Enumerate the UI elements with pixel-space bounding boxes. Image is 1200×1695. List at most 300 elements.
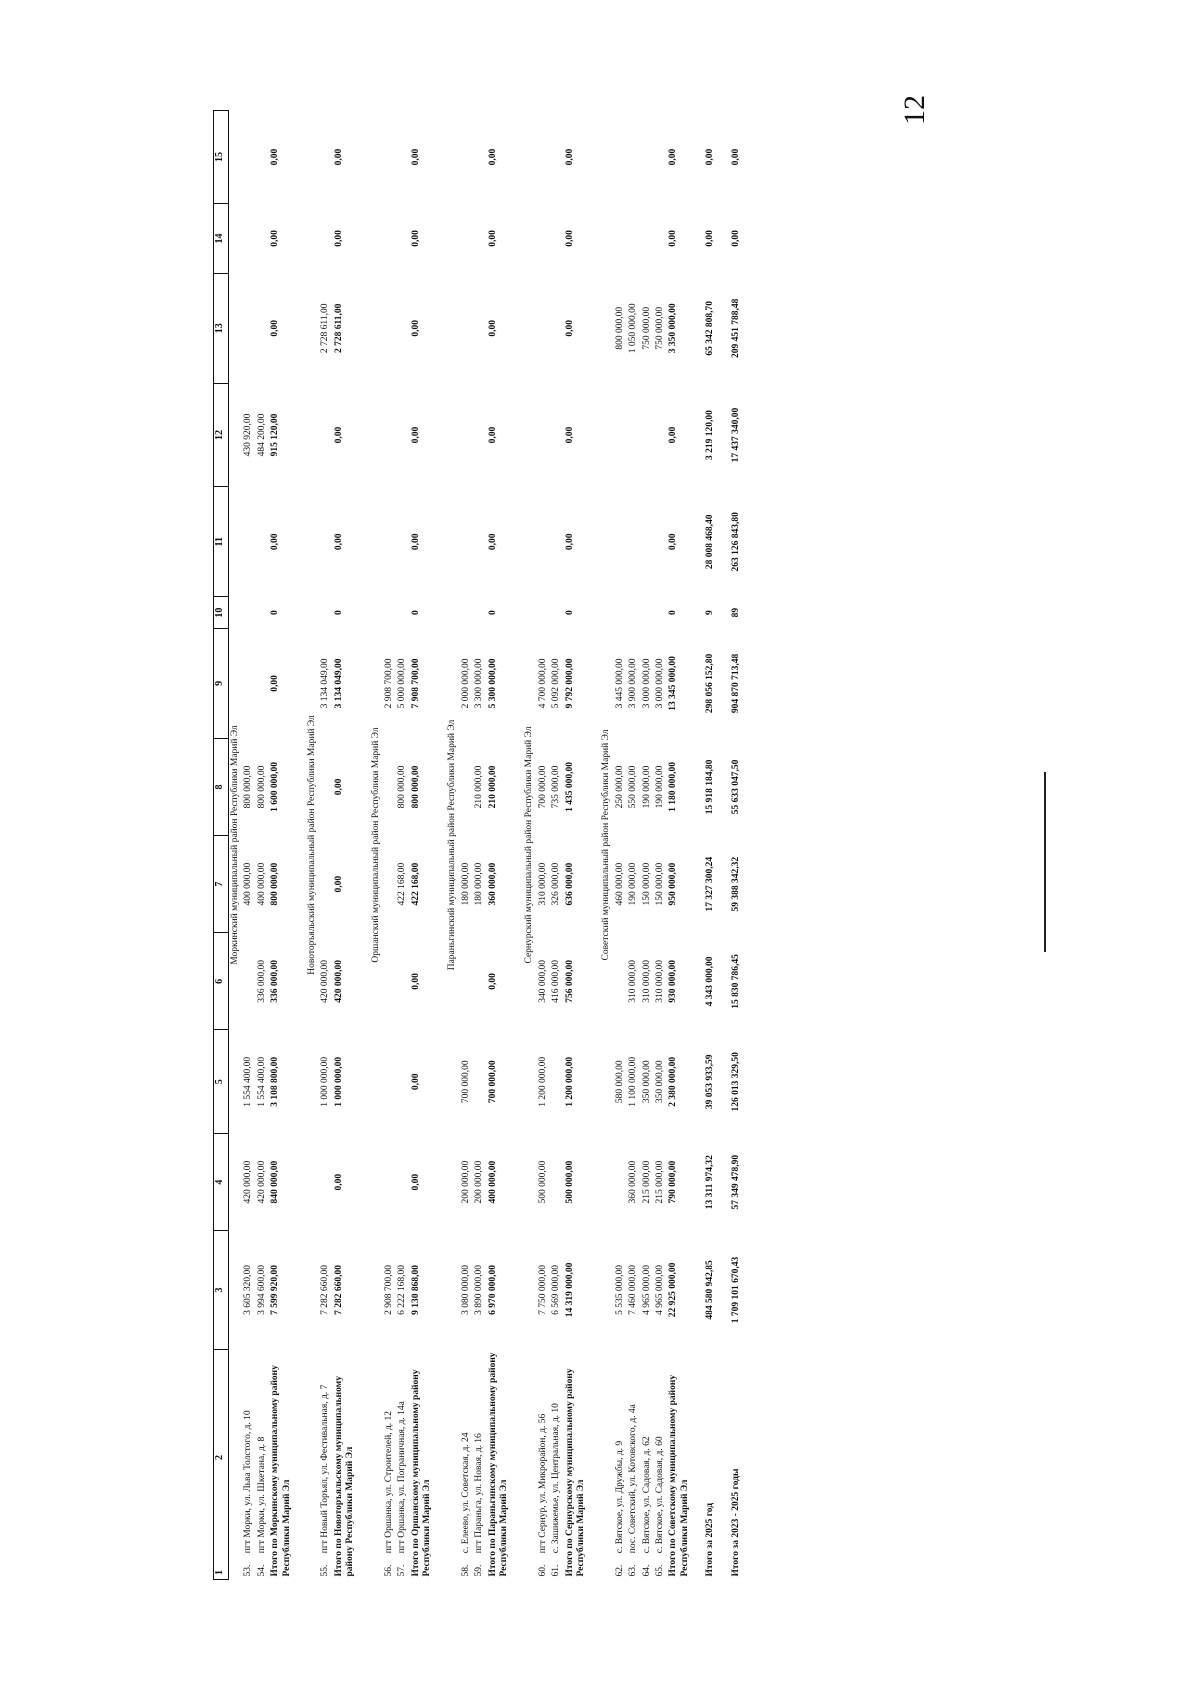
column-header: 10 bbox=[214, 597, 229, 629]
value-cell-c10: 0 bbox=[270, 610, 281, 615]
value-cell-c15 bbox=[256, 111, 269, 204]
value-cell-c4: 57 349 478,90 bbox=[730, 1154, 741, 1210]
value-cell-c9 bbox=[256, 628, 269, 738]
total-label: Итого по Моркинскому муниципальному району Республики Марий Эл bbox=[270, 1365, 292, 1577]
column-header: 9 bbox=[214, 628, 229, 738]
value-cell-c12: 0,00 bbox=[333, 426, 344, 444]
address-cell: пгт Морки, ул. Льва Толстого, д. 10 bbox=[243, 1410, 254, 1554]
district-header-row bbox=[600, 111, 613, 1580]
value-cell-c7: 0,00 bbox=[333, 875, 344, 893]
value-cell-c9: 2 000 000,00 bbox=[460, 658, 471, 709]
value-cell-c13: 2 728 611,00 bbox=[320, 303, 331, 354]
value-cell-c15 bbox=[641, 111, 654, 204]
district-name: Новоторъяльский муниципальный район Республики Марий Эл bbox=[306, 715, 317, 975]
value-cell-c10 bbox=[550, 597, 563, 629]
value-cell-c4: 500 000,00 bbox=[564, 1160, 575, 1204]
value-cell-c13: 209 451 788,48 bbox=[730, 298, 741, 358]
address-cell: пгт Сернур, ул. Микрорайон, д. 56 bbox=[537, 1413, 548, 1554]
value-cell-c6 bbox=[473, 933, 486, 1030]
value-cell-c15 bbox=[460, 111, 473, 204]
value-cell-c12: 484 200,00 bbox=[256, 413, 267, 457]
address-cell: с. Елеево, ул. Советская, д. 24 bbox=[460, 1432, 471, 1554]
value-cell-c7: 180 000,00 bbox=[460, 862, 471, 906]
value-cell-c4: 200 000,00 bbox=[460, 1160, 471, 1204]
value-cell-c7: 180 000,00 bbox=[474, 862, 485, 906]
total-row bbox=[410, 111, 435, 1580]
page-number: 12 bbox=[898, 95, 931, 125]
value-cell-c12: 0,00 bbox=[564, 426, 575, 444]
value-cell-c11: 28 008 468,40 bbox=[705, 514, 716, 570]
value-cell-c12: 17 437 340,00 bbox=[730, 407, 741, 463]
value-cell-c12: 3 219 120,00 bbox=[705, 410, 716, 460]
spacer-cell bbox=[294, 111, 306, 1580]
value-cell-c6: 0,00 bbox=[410, 973, 421, 990]
value-cell-c5: 39 053 933,59 bbox=[705, 1054, 716, 1110]
value-cell-c15: 0,00 bbox=[668, 148, 679, 166]
column-header: 13 bbox=[214, 273, 229, 383]
value-cell-c9: 9 792 000,00 bbox=[564, 658, 575, 709]
address-cell: с. Вятское, ул. Дружбы, д. 9 bbox=[614, 1440, 625, 1554]
value-cell-c13: 750 000,00 bbox=[641, 306, 652, 350]
total-row bbox=[564, 111, 589, 1580]
row-number: 58. bbox=[460, 1564, 471, 1577]
value-cell-c6 bbox=[242, 933, 255, 1030]
value-cell-c6: 0,00 bbox=[487, 973, 498, 990]
value-cell-c6: 416 000,00 bbox=[551, 960, 562, 1003]
district-name: Параньгинский муниципальный район Республики Марий Эл bbox=[447, 719, 458, 971]
value-cell-c3: 3 080 000,00 bbox=[460, 1265, 471, 1315]
value-cell-c10: 0 bbox=[564, 610, 575, 615]
value-cell-c14 bbox=[614, 204, 627, 274]
value-cell-c8: 700 000,00 bbox=[537, 765, 548, 809]
column-header: 6 bbox=[214, 933, 229, 1030]
value-cell-c3: 4 965 000,00 bbox=[641, 1265, 652, 1315]
value-cell-c7 bbox=[319, 836, 332, 933]
value-cell-c12: 0,00 bbox=[668, 426, 679, 444]
value-cell-c9: 0,00 bbox=[270, 675, 281, 692]
value-cell-c12 bbox=[383, 383, 396, 487]
value-cell-c5: 2 380 000,00 bbox=[668, 1056, 679, 1107]
value-cell-c9: 3 900 000,00 bbox=[628, 658, 639, 709]
district-name: Оршанский муниципальный район Республики Марий Эл bbox=[370, 727, 381, 963]
value-cell-c6: 4 343 000,00 bbox=[705, 956, 716, 1007]
value-cell-c8: 1 435 000,00 bbox=[564, 762, 575, 812]
value-cell-c5: 1 100 000,00 bbox=[628, 1056, 639, 1107]
value-cell-c5: 0,00 bbox=[410, 1073, 421, 1091]
column-header: 7 bbox=[214, 836, 229, 933]
district-header-row bbox=[229, 111, 243, 1580]
value-cell-c13: 750 000,00 bbox=[654, 306, 665, 350]
value-cell-c8: 210 000,00 bbox=[487, 765, 498, 809]
value-cell-c7: 422 168,00 bbox=[397, 862, 408, 906]
value-cell-c13 bbox=[256, 273, 269, 383]
value-cell-c11 bbox=[473, 487, 486, 597]
value-cell-c12 bbox=[654, 383, 667, 487]
value-cell-c4: 200 000,00 bbox=[474, 1160, 485, 1204]
value-cell-c5: 700 000,00 bbox=[487, 1060, 498, 1104]
value-cell-c12 bbox=[627, 383, 640, 487]
value-cell-c10: 89 bbox=[730, 607, 741, 618]
value-cell-c6: 310 000,00 bbox=[628, 960, 639, 1003]
value-cell-c7: 326 000,00 bbox=[551, 862, 562, 906]
spacer-row bbox=[692, 111, 704, 1580]
table-row bbox=[641, 111, 654, 1580]
value-cell-c15 bbox=[242, 111, 255, 204]
value-cell-c3: 7 282 660,00 bbox=[320, 1265, 331, 1315]
value-cell-c13: 0,00 bbox=[564, 319, 575, 337]
value-cell-c4: 0,00 bbox=[333, 1173, 344, 1191]
value-cell-c7: 636 000,00 bbox=[564, 862, 575, 906]
column-header: 12 bbox=[214, 1349, 229, 1579]
column-header: 14 bbox=[214, 204, 229, 274]
value-cell-c10 bbox=[537, 597, 550, 629]
value-cell-c9: 3 300 000,00 bbox=[474, 658, 485, 709]
value-cell-c6: 310 000,00 bbox=[641, 960, 652, 1003]
row-number: 53. bbox=[243, 1564, 254, 1577]
value-cell-c15: 0,00 bbox=[270, 148, 281, 166]
value-cell-c11 bbox=[550, 487, 563, 597]
value-cell-c15: 0,00 bbox=[564, 148, 575, 166]
row-number: 54. bbox=[256, 1564, 267, 1577]
district-name: Моркинский муниципальный район Республики Марий Эл bbox=[230, 725, 240, 965]
value-cell-c3: 7 282 660,00 bbox=[333, 1265, 344, 1315]
value-cell-c3: 3 605 320,00 bbox=[243, 1265, 254, 1315]
value-cell-c13 bbox=[473, 273, 486, 383]
value-cell-c10 bbox=[614, 597, 627, 629]
value-cell-c15: 0,00 bbox=[730, 148, 741, 166]
value-cell-c8: 735 000,00 bbox=[551, 765, 562, 809]
table-row bbox=[473, 111, 486, 1580]
value-cell-c5: 1 200 000,00 bbox=[537, 1056, 548, 1107]
value-cell-c15 bbox=[537, 111, 550, 204]
value-cell-c14 bbox=[256, 204, 269, 274]
value-cell-c6: 310 000,00 bbox=[654, 960, 665, 1003]
value-cell-c8: 250 000,00 bbox=[614, 765, 625, 809]
value-cell-c7: 150 000,00 bbox=[641, 862, 652, 906]
value-cell-c11 bbox=[627, 487, 640, 597]
value-cell-c14 bbox=[627, 204, 640, 274]
table-row bbox=[319, 111, 332, 1580]
value-cell-c9: 4 700 000,00 bbox=[537, 658, 548, 709]
value-cell-c11 bbox=[614, 487, 627, 597]
value-cell-c15: 0,00 bbox=[705, 148, 716, 166]
value-cell-c9: 3 000 000,00 bbox=[654, 658, 665, 709]
spacer-row bbox=[294, 111, 306, 1580]
column-header: 5 bbox=[214, 1030, 229, 1134]
value-cell-c9: 2 908 700,00 bbox=[383, 658, 394, 709]
value-cell-c15 bbox=[627, 111, 640, 204]
value-cell-c5: 1 200 000,00 bbox=[564, 1056, 575, 1107]
value-cell-c10 bbox=[460, 597, 473, 629]
value-cell-c5: 350 000,00 bbox=[641, 1060, 652, 1104]
value-cell-c15: 0,00 bbox=[410, 148, 421, 166]
value-cell-c11 bbox=[641, 487, 654, 597]
value-cell-c15 bbox=[614, 111, 627, 204]
value-cell-c11: 263 126 843,80 bbox=[730, 512, 741, 572]
value-cell-c7: 400 000,00 bbox=[243, 862, 254, 906]
value-cell-c11 bbox=[537, 487, 550, 597]
value-cell-c3: 484 580 942,85 bbox=[705, 1260, 716, 1320]
value-cell-c10 bbox=[473, 597, 486, 629]
total-row bbox=[667, 111, 692, 1580]
value-cell-c9: 3 000 000,00 bbox=[641, 658, 652, 709]
value-cell-c6 bbox=[383, 933, 396, 1030]
value-cell-c6 bbox=[396, 933, 409, 1030]
spacer-cell bbox=[588, 111, 600, 1580]
value-cell-c13 bbox=[460, 273, 473, 383]
value-cell-c6: 340 000,00 bbox=[537, 960, 548, 1003]
value-cell-c15 bbox=[473, 111, 486, 204]
value-cell-c3: 3 890 000,00 bbox=[474, 1265, 485, 1315]
value-cell-c12 bbox=[614, 383, 627, 487]
table-row bbox=[256, 111, 269, 1580]
value-cell-c4: 840 000,00 bbox=[270, 1160, 281, 1204]
value-cell-c3: 5 535 000,00 bbox=[614, 1265, 625, 1315]
value-cell-c15 bbox=[396, 111, 409, 204]
value-cell-c14: 0,00 bbox=[668, 230, 679, 247]
value-cell-c14 bbox=[242, 204, 255, 274]
value-cell-c10: 9 bbox=[705, 610, 716, 615]
spacer-cell bbox=[743, 111, 755, 1580]
total-label: Итого по Параньгинскому муниципальному району Республики Марий Эл bbox=[487, 1352, 510, 1577]
value-cell-c6: 420 000,00 bbox=[333, 960, 344, 1003]
address-cell: пос. Советский, ул. Котовского, д. 4а bbox=[628, 1404, 639, 1554]
value-cell-c5: 1 000 000,00 bbox=[333, 1056, 344, 1107]
value-cell-c4 bbox=[383, 1134, 396, 1231]
value-cell-c5: 1 554 400,00 bbox=[243, 1056, 254, 1107]
value-cell-c14 bbox=[537, 204, 550, 274]
spacer-cell bbox=[718, 111, 730, 1580]
total-row bbox=[487, 111, 512, 1580]
value-cell-c14: 0,00 bbox=[705, 230, 716, 247]
value-cell-c4: 420 000,00 bbox=[243, 1160, 254, 1204]
address-cell: с. Вятское, ул. Садовая, д. 60 bbox=[654, 1436, 665, 1554]
value-cell-c7: 422 168,00 bbox=[410, 862, 421, 906]
value-cell-c10 bbox=[256, 597, 269, 629]
district-name: Советский муниципальный район Республики Марий Эл bbox=[601, 729, 612, 961]
value-cell-c11: 0,00 bbox=[333, 533, 344, 551]
spacer-cell bbox=[358, 111, 370, 1580]
value-cell-c4: 360 000,00 bbox=[628, 1160, 639, 1204]
column-header: 3 bbox=[214, 1231, 229, 1349]
value-cell-c5: 126 013 329,50 bbox=[730, 1052, 741, 1112]
spacer-cell bbox=[511, 111, 523, 1580]
value-cell-c11 bbox=[460, 487, 473, 597]
value-cell-c7: 17 327 300,24 bbox=[705, 856, 716, 912]
value-cell-c10 bbox=[654, 597, 667, 629]
value-cell-c3: 4 965 000,00 bbox=[654, 1265, 665, 1315]
value-cell-c13 bbox=[396, 273, 409, 383]
address-cell: пгт Параньга, ул. Новая, д. 16 bbox=[474, 1433, 485, 1554]
value-cell-c5 bbox=[396, 1030, 409, 1134]
value-cell-c10: 0 bbox=[333, 610, 344, 615]
header-row bbox=[214, 111, 229, 1580]
table-row bbox=[627, 111, 640, 1580]
value-cell-c4 bbox=[614, 1134, 627, 1231]
value-cell-c3: 1 709 101 670,43 bbox=[730, 1256, 741, 1324]
district-header-row bbox=[306, 111, 319, 1580]
value-cell-c13: 0,00 bbox=[270, 319, 281, 337]
spacer-cell bbox=[692, 111, 704, 1580]
total-label: Итого по Сернурскому муниципальному району Республики Марий Эл bbox=[564, 1368, 586, 1577]
value-cell-c7: 310 000,00 bbox=[537, 862, 548, 906]
district-name: Сернурский муниципальный район Республики Марий Эл bbox=[524, 726, 535, 964]
value-cell-c10 bbox=[627, 597, 640, 629]
value-cell-c9: 3 134 049,00 bbox=[320, 658, 331, 709]
address-cell: пгт Оршанка, ул. Пограничная, д. 14а bbox=[397, 1401, 408, 1554]
value-cell-c13: 800 000,00 bbox=[614, 306, 625, 350]
row-number: 65. bbox=[654, 1564, 665, 1577]
value-cell-c3: 6 970 000,00 bbox=[487, 1265, 498, 1315]
value-cell-c11: 0,00 bbox=[410, 533, 421, 551]
value-cell-c8: 55 633 047,50 bbox=[730, 759, 741, 815]
value-cell-c7: 190 000,00 bbox=[628, 862, 639, 906]
table-row bbox=[654, 111, 667, 1580]
value-cell-c11: 0,00 bbox=[487, 533, 498, 551]
value-cell-c9: 298 056 152,80 bbox=[705, 653, 716, 714]
value-cell-c14 bbox=[641, 204, 654, 274]
value-cell-c12: 0,00 bbox=[487, 426, 498, 444]
column-header: 11 bbox=[214, 487, 229, 597]
row-number: 61. bbox=[551, 1564, 562, 1577]
separator-line bbox=[1044, 772, 1046, 952]
value-cell-c5: 3 108 800,00 bbox=[270, 1056, 281, 1107]
value-cell-c14 bbox=[550, 204, 563, 274]
value-cell-c10 bbox=[641, 597, 654, 629]
value-cell-c11: 0,00 bbox=[564, 533, 575, 551]
value-cell-c7: 400 000,00 bbox=[256, 862, 267, 906]
value-cell-c11 bbox=[396, 487, 409, 597]
column-header: 15 bbox=[214, 111, 229, 204]
value-cell-c10: 0 bbox=[487, 610, 498, 615]
value-cell-c8: 800 000,00 bbox=[243, 765, 254, 809]
value-cell-c8: 1 600 000,00 bbox=[270, 762, 281, 812]
district-header-row bbox=[446, 111, 459, 1580]
total-label: Итого за 2025 год bbox=[705, 1502, 716, 1577]
row-number: 62. bbox=[614, 1564, 625, 1577]
value-cell-c8: 15 918 184,80 bbox=[705, 759, 716, 815]
table-row bbox=[550, 111, 563, 1580]
address-cell: с. Вятское, ул. Садовая, д. 62 bbox=[641, 1436, 652, 1554]
value-cell-c14 bbox=[460, 204, 473, 274]
value-cell-c7: 460 000,00 bbox=[614, 862, 625, 906]
value-cell-c7 bbox=[383, 836, 396, 933]
value-cell-c9: 5 300 000,00 bbox=[487, 658, 498, 709]
value-cell-c5: 580 000,00 bbox=[614, 1060, 625, 1104]
value-cell-c8 bbox=[460, 738, 473, 835]
value-cell-c12 bbox=[537, 383, 550, 487]
table-row bbox=[537, 111, 550, 1580]
total-label: Итого по Советскому муниципальному району Республики Марий Эл bbox=[668, 1374, 690, 1577]
value-cell-c14: 0,00 bbox=[410, 230, 421, 247]
value-cell-c7: 59 388 342,32 bbox=[730, 856, 741, 912]
value-cell-c3: 22 925 000,00 bbox=[668, 1262, 679, 1318]
value-cell-c15 bbox=[550, 111, 563, 204]
value-cell-c14 bbox=[473, 204, 486, 274]
table-row bbox=[383, 111, 396, 1580]
value-cell-c13: 0,00 bbox=[410, 319, 421, 337]
value-cell-c8: 550 000,00 bbox=[628, 765, 639, 809]
address-cell: пгт Оршанка, ул. Строителей, д. 12 bbox=[383, 1410, 394, 1554]
value-cell-c14 bbox=[396, 204, 409, 274]
value-cell-c8: 0,00 bbox=[333, 778, 344, 796]
value-cell-c3: 6 569 000,00 bbox=[551, 1265, 562, 1315]
value-cell-c3: 9 130 868,00 bbox=[410, 1265, 421, 1315]
value-cell-c4: 13 311 974,32 bbox=[705, 1155, 716, 1210]
value-cell-c12 bbox=[473, 383, 486, 487]
address-cell: пгт Новый Торъял, ул. Фестивальная, д. 7 bbox=[320, 1384, 331, 1554]
value-cell-c11: 0,00 bbox=[270, 533, 281, 551]
value-cell-c14: 0,00 bbox=[564, 230, 575, 247]
value-cell-c5: 350 000,00 bbox=[654, 1060, 665, 1104]
row-number: 56. bbox=[383, 1564, 394, 1577]
value-cell-c3: 7 750 000,00 bbox=[537, 1265, 548, 1315]
value-cell-c13 bbox=[383, 273, 396, 383]
address-cell: с. Зашижемье, ул. Центральная, д. 10 bbox=[551, 1403, 562, 1554]
spacer-row bbox=[588, 111, 600, 1580]
value-cell-c7: 950 000,00 bbox=[668, 862, 679, 906]
value-cell-c3: 6 222 168,00 bbox=[397, 1265, 408, 1315]
value-cell-c11: 0,00 bbox=[668, 533, 679, 551]
value-cell-c13 bbox=[550, 273, 563, 383]
value-cell-c13 bbox=[242, 273, 255, 383]
value-cell-c11 bbox=[256, 487, 269, 597]
value-cell-c12 bbox=[550, 383, 563, 487]
value-cell-c11 bbox=[319, 487, 332, 597]
value-cell-c13: 2 728 611,00 bbox=[333, 303, 344, 353]
value-cell-c11 bbox=[654, 487, 667, 597]
value-cell-c11 bbox=[242, 487, 255, 597]
value-cell-c14 bbox=[383, 204, 396, 274]
value-cell-c8: 190 000,00 bbox=[654, 765, 665, 809]
funding-table bbox=[213, 110, 755, 1580]
value-cell-c9: 13 345 000,00 bbox=[668, 656, 679, 711]
row-number: 55. bbox=[320, 1564, 331, 1577]
value-cell-c6 bbox=[614, 933, 627, 1030]
value-cell-c6: 15 830 786,45 bbox=[730, 954, 741, 1009]
table-body bbox=[229, 111, 755, 1580]
value-cell-c7: 150 000,00 bbox=[654, 862, 665, 906]
value-cell-c15: 0,00 bbox=[487, 148, 498, 166]
value-cell-c12: 915 120,00 bbox=[270, 413, 281, 457]
value-cell-c9: 7 908 700,00 bbox=[410, 658, 421, 709]
column-header: 12 bbox=[214, 383, 229, 487]
value-cell-c7: 800 000,00 bbox=[270, 862, 281, 906]
value-cell-c4 bbox=[396, 1134, 409, 1231]
value-cell-c12: 0,00 bbox=[410, 426, 421, 444]
value-cell-c6: 336 000,00 bbox=[270, 960, 281, 1003]
value-cell-c3: 3 994 600,00 bbox=[256, 1265, 267, 1315]
value-cell-c4: 215 000,00 bbox=[654, 1160, 665, 1204]
value-cell-c5: 700 000,00 bbox=[460, 1060, 471, 1104]
table-row bbox=[242, 111, 255, 1580]
value-cell-c13: 1 050 000,00 bbox=[628, 303, 639, 354]
value-cell-c6: 420 000,00 bbox=[320, 960, 331, 1003]
value-cell-c7: 360 000,00 bbox=[487, 862, 498, 906]
value-cell-c4: 215 000,00 bbox=[641, 1160, 652, 1204]
value-cell-c10 bbox=[396, 597, 409, 629]
value-cell-c12 bbox=[641, 383, 654, 487]
spacer-row bbox=[743, 111, 755, 1580]
value-cell-c8 bbox=[319, 738, 332, 835]
value-cell-c3: 7 460 000,00 bbox=[628, 1265, 639, 1315]
value-cell-c13: 65 342 808,70 bbox=[705, 300, 716, 356]
spacer-row bbox=[511, 111, 523, 1580]
value-cell-c9: 3 445 000,00 bbox=[614, 658, 625, 709]
value-cell-c10 bbox=[383, 597, 396, 629]
value-cell-c8: 1 180 000,00 bbox=[668, 762, 679, 812]
table-row bbox=[614, 111, 627, 1580]
